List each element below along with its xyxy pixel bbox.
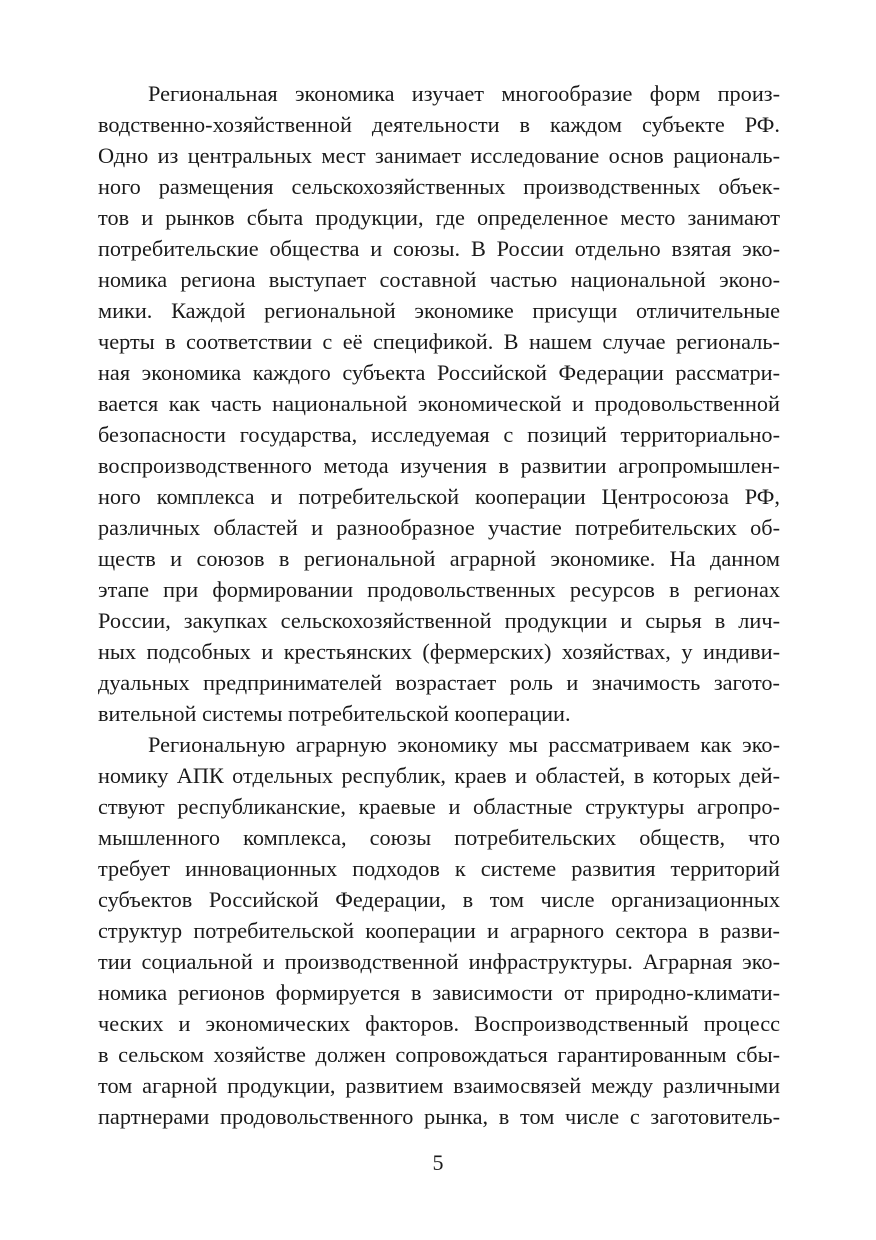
text-line: субъектов Российской Федерации, в том числе организационных <box>98 887 780 912</box>
text-line: ществ и союзов в региональной аграрной экономике. На данном <box>98 546 780 571</box>
text-line: Региональная экономика изучает многообразие форм произ- <box>148 81 780 106</box>
text-line: тии социальной и производственной инфраструктуры. Аграрная эко- <box>98 949 780 974</box>
text-line: ная экономика каждого субъекта Российской Федерации рассматри- <box>98 360 780 385</box>
text-line: безопасности государства, исследуемая с позиций территориально- <box>98 422 780 447</box>
text-line: номика регионов формируется в зависимости от природно-климати- <box>98 980 780 1005</box>
text-line: мики. Каждой региональной экономике присущи отличительные <box>98 298 780 323</box>
text-line: Одно из центральных мест занимает исследование основ рациональ- <box>98 143 780 168</box>
text-line: тов и рынков сбыта продукции, где определенное место занимают <box>98 205 780 230</box>
paragraph-1 <box>98 78 780 729</box>
text-line: том агарной продукции, развитием взаимосвязей между различными <box>98 1073 780 1098</box>
text-line: номику АПК отдельных республик, краев и областей, в которых дей- <box>98 763 780 788</box>
text-line: ных подсобных и крестьянских (фермерских) хозяйствах, у индиви- <box>98 639 780 664</box>
text-line: черты в соответствии с её спецификой. В нашем случае региональ- <box>98 329 780 354</box>
text-line: номика региона выступает составной частью национальной эконо- <box>98 267 780 292</box>
text-line: партнерами продовольственного рынка, в том числе с заготовитель- <box>98 1104 780 1129</box>
text-line: требует инновационных подходов к системе развития территорий <box>98 856 780 881</box>
text-line: ного комплекса и потребительской кооперации Центросоюза РФ, <box>98 484 780 509</box>
page-body <box>98 78 780 1132</box>
paragraph-2 <box>98 729 780 1132</box>
text-line: воспроизводственного метода изучения в развитии агропромышлен- <box>98 453 780 478</box>
text-line: ческих и экономических факторов. Воспроизводственный процесс <box>98 1011 780 1036</box>
text-line: различных областей и разнообразное участие потребительских об- <box>98 515 780 540</box>
text-line: дуальных предпринимателей возрастает роль и значимость загото- <box>98 670 780 695</box>
text-line: Региональную аграрную экономику мы рассматриваем как эко- <box>148 732 780 757</box>
text-line: потребительские общества и союзы. В России отдельно взятая эко- <box>98 236 780 261</box>
text-line: ного размещения сельскохозяйственных производственных объек- <box>98 174 780 199</box>
text-line: России, закупках сельскохозяйственной продукции и сырья в лич- <box>98 608 780 633</box>
text-line: в сельском хозяйстве должен сопровождаться гарантированным сбы- <box>98 1042 780 1067</box>
text-line: этапе при формировании продовольственных ресурсов в регионах <box>98 577 780 602</box>
text-line: вается как часть национальной экономической и продовольственной <box>98 391 780 416</box>
page-number: 5 <box>432 1150 444 1175</box>
text-line: ствуют республиканские, краевые и областные структуры агропро- <box>98 794 780 819</box>
text-line: вительной системы потребительской кооперации. <box>98 701 571 726</box>
text-line: структур потребительской кооперации и аграрного сектора в разви- <box>98 918 780 943</box>
text-line: мышленного комплекса, союзы потребительских обществ, что <box>98 825 780 850</box>
text-line: водственно-хозяйственной деятельности в каждом субъекте РФ. <box>98 112 780 137</box>
